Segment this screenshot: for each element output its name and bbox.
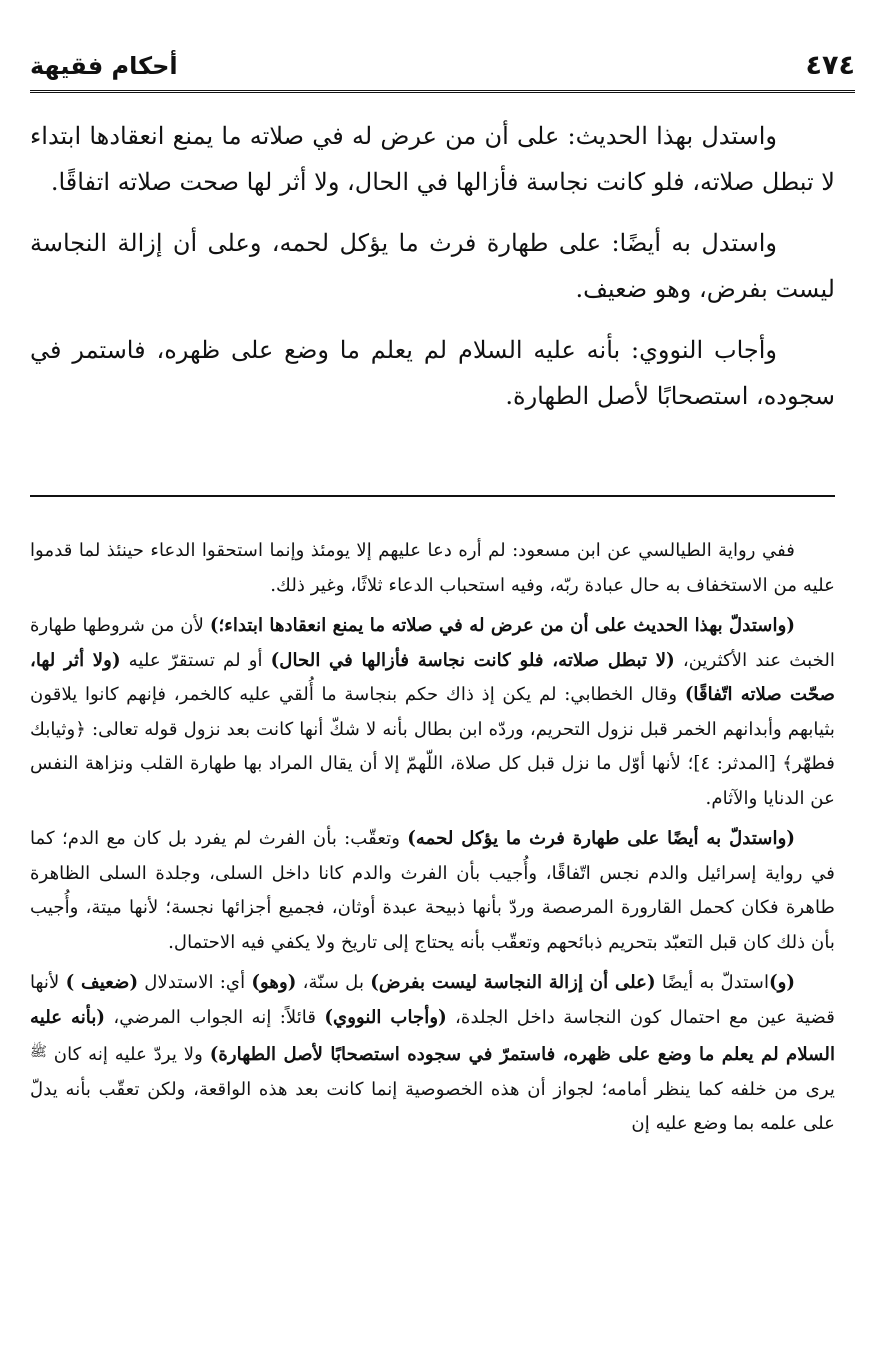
quoted-text: (ضعيف ) (65, 972, 139, 993)
quoted-text: (بأنه عليه السلام لم يعلم ما وضع على ظهره، فاستمرّ في سجوده استصحابًا لأصل الطهارة) (30, 1006, 835, 1065)
page-number: ٤٧٤ (805, 50, 855, 81)
commentary-text: ولا يردّ عليه إنه كان (46, 1044, 210, 1065)
commentary-text: أو لم تستقرّ عليه (120, 649, 271, 671)
commentary-text: أي: الاستدلال (138, 972, 252, 993)
commentary-text: قائلاً: إنه الجواب المرضي، (105, 1006, 325, 1028)
quoted-text: (لا تبطل صلاته، فلو كانت نجاسة فأزالها في الحال) (270, 649, 675, 671)
commentary-text: يرى من خلفه كما ينظر أمامه؛ لجواز أن هذه الخصوصية إنما كانت بعد هذه الواقعة، ولكن تعقّب بأنه يدلّ على علمه بما وضع عليه إن (30, 1078, 835, 1134)
running-title: أحكام فقيهة (30, 52, 178, 80)
honorific-symbol: ﷺ (30, 1044, 47, 1060)
main-text (30, 114, 835, 435)
commentary-paragraph (30, 534, 835, 603)
commentary-text: ففي رواية الطيالسي عن ابن مسعود: لم أره دعا عليهم إلا يومئذ وإنما استحقوا الدعاء حينئذ لما قدموا عليه من الاستخفاف به حال عبادة ربّه، وفيه استحباب الدعاء ثلاثًا، وغير ذلك. (30, 540, 835, 596)
quoted-text: (واستدلّ بهذا الحديث على أن من عرض له في صلاته ما يمنع انعقادها ابتداء؛) (209, 615, 795, 636)
quoted-text: (وهو) (251, 972, 297, 993)
main-paragraph: واستدل بهذا الحديث: على أن من عرض له في صلاته ما يمنع انعقادها ابتداء لا تبطل صلاته، فلو كانت نجاسة فأزالها في الحال، ولا أثر لها صحت صلاته اتفاقًا. (30, 122, 835, 196)
quoted-text: (ولا أثر لها، صحّت صلاته اتّفاقًا) (30, 649, 836, 705)
commentary-text: لأنها قضية عين مع احتمال كون النجاسة داخل الجلدة، (30, 972, 835, 1028)
quoted-text: (وأجاب النووي) (324, 1006, 447, 1028)
commentary-text: وتعقّب: بأن الفرث لم يفرد بل كان مع الدم؛ كما في رواية إسرائيل والدم نجس اتّفاقًا، وأُجيب بأن الفرث والدم كانا داخل السلى، وجلدة السلى الظاهرة طاهرة فكان كحمل القارورة المرصصة وردّ بأنها ذبيحة عبدة أوثان، فجميع أجزائها نجسة؛ لأنها ميتة، وأُجيب بأن ذلك كان قبل التعبّد بتحريم ذبائحهم وتعقّب بأنه يحتاج إلى تاريخ ولا يكفي فيه الاحتمال. (30, 828, 835, 953)
commentary-paragraph (30, 822, 835, 960)
commentary-text: وقال الخطابي: لم يكن إذ ذاك حكم بنجاسة ما أُلقي عليه كالخمر، فإنهم كانوا يلاقون بثيابهم وأبدانهم الخمر قبل نزول التحريم، وردّه ابن بطال بأنه لا شكّ أنها كانت بعد نزول قوله تعالى: ﴿وثيابك فطهّر﴾ [المدثر: ٤]؛ لأنها أوّل ما نزل قبل كل صلاة، اللّهمّ إلا أن يقال المراد بها طهارة القلب ونزاهة النفس عن الدنايا والآثام. (30, 684, 835, 809)
section-divider (30, 495, 835, 497)
main-paragraph: وأجاب النووي: بأنه عليه السلام لم يعلم ما وضع على ظهره، فاستمر في سجوده، استصحابًا لأصل الطهارة. (30, 336, 835, 410)
commentary-text: استدلّ به أيضًا (655, 972, 770, 993)
quoted-text: (و) (769, 972, 796, 993)
commentary (30, 534, 835, 1148)
page-header (30, 44, 855, 93)
quoted-text: (على أن إزالة النجاسة ليست بفرض) (370, 972, 656, 993)
commentary-text: بل سنّة، (296, 972, 371, 993)
quoted-text: (واستدلّ به أيضًا على طهارة فرث ما يؤكل لحمه) (407, 828, 795, 849)
main-paragraph: واستدل به أيضًا: على طهارة فرث ما يؤكل لحمه، وعلى أن إزالة النجاسة ليست بفرض، وهو ضعيف. (30, 229, 835, 303)
commentary-text: لأن من شروطها طهارة الخبث عند الأكثرين، (30, 615, 835, 671)
commentary-paragraph (30, 966, 835, 1142)
commentary-paragraph (30, 609, 835, 816)
